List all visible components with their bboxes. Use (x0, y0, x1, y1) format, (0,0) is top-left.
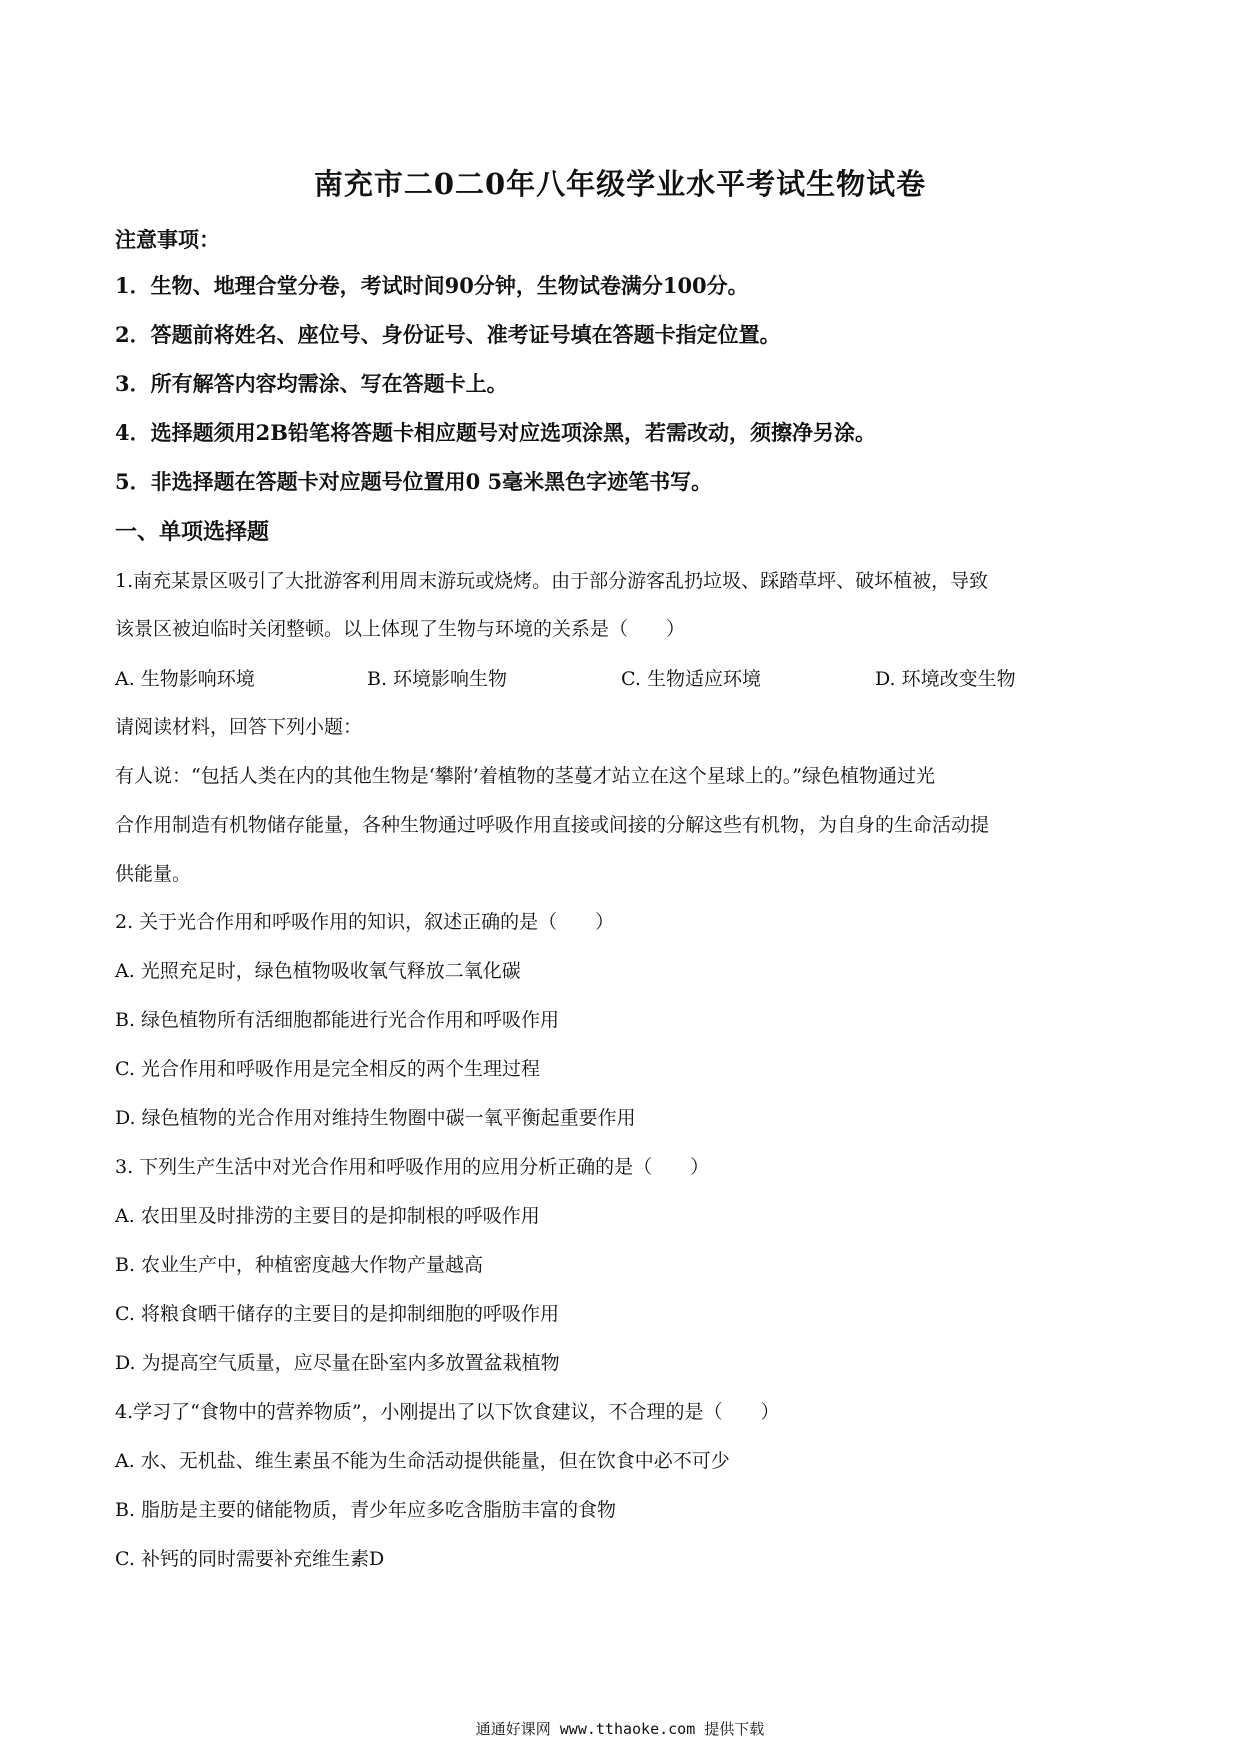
notice-item-1: 1．生物、地理合堂分卷，考试时间90分钟，生物试卷满分100分。 (115, 273, 749, 298)
q4-option-b: B. 脂肪是主要的储能物质，青少年应多吃含脂肪丰富的食物 (115, 1499, 617, 1521)
page-title: 南充市二0二0年八年级学业水平考试生物试卷 (313, 167, 927, 201)
q2-option-a: A. 光照充足时，绿色植物吸收氧气释放二氧化碳 (115, 960, 521, 982)
q1-option-d: D. 环境改变生物 (875, 668, 1016, 690)
section-title: 一、单项选择题 (115, 519, 270, 545)
notice-item-3: 3．所有解答内容均需涂、写在答题卡上。 (115, 371, 508, 396)
q3-option-c: C. 将粮食晒干储存的主要目的是抑制细胞的呼吸作用 (115, 1303, 559, 1325)
notice-item-4: 4．选择题须用2B铅笔将答题卡相应题号对应选项涂黑，若需改动，须擦净另涂。 (115, 420, 876, 445)
q3-stem: 3. 下列生产生活中对光合作用和呼吸作用的应用分析正确的是（ ） (115, 1156, 710, 1178)
notice-item-5: 5．非选择题在答题卡对应题号位置用0 5毫米黑色字迹笔书写。 (115, 469, 713, 494)
q1-stem-line-2: 该景区被迫临时关闭整顿。以上体现了生物与环境的关系是（ ） (115, 618, 686, 640)
material-line-2: 合作用制造有机物储存能量，各种生物通过呼吸作用直接或间接的分解这些有机物，为自身的生命活动提 (115, 814, 990, 836)
q4-stem: 4.学习了“食物中的营养物质”，小刚提出了以下饮食建议，不合理的是（ ） (115, 1401, 780, 1423)
q3-option-d: D. 为提高空气质量，应尽量在卧室内多放置盆栽植物 (115, 1352, 560, 1374)
footer-source: 通通好课网 www.tthaoke.com 提供下载 (475, 1720, 765, 1738)
q1-options (115, 664, 1115, 694)
q1-option-b: B. 环境影响生物 (367, 668, 508, 690)
q2-option-b: B. 绿色植物所有活细胞都能进行光合作用和呼吸作用 (115, 1009, 560, 1031)
q1-option-a: A. 生物影响环境 (115, 668, 255, 690)
q1-option-c: C. 生物适应环境 (621, 668, 761, 690)
q1-stem-line-1: 1.南充某景区吸引了大批游客利用周末游玩或烧烤。由于部分游客乱扔垃圾、踩踏草坪、破坏植被，导致 (115, 570, 989, 592)
notice-item-2: 2．答题前将姓名、座位号、身份证号、准考证号填在答题卡指定位置。 (115, 322, 781, 347)
q2-option-d: D. 绿色植物的光合作用对维持生物圈中碳一氧平衡起重要作用 (115, 1107, 636, 1129)
q4-option-a: A. 水、无机盐、维生素虽不能为生命活动提供能量，但在饮食中必不可少 (115, 1450, 730, 1472)
q2-stem: 2. 关于光合作用和呼吸作用的知识，叙述正确的是（ ） (115, 911, 615, 933)
q3-option-a: A. 农田里及时排涝的主要目的是抑制根的呼吸作用 (115, 1205, 540, 1227)
material-line-1: 有人说：“包括人类在内的其他生物是‘攀附’着植物的茎蔓才站立在这个星球上的。”绿色植物通过光 (115, 765, 936, 787)
q2-option-c: C. 光合作用和呼吸作用是完全相反的两个生理过程 (115, 1058, 540, 1080)
q4-option-c: C. 补钙的同时需要补充维生素D (115, 1548, 385, 1570)
material-intro: 请阅读材料，回答下列小题： (115, 716, 363, 738)
q3-option-b: B. 农业生产中，种植密度越大作物产量越高 (115, 1254, 484, 1276)
notice-heading: 注意事项： (115, 227, 220, 252)
material-line-3: 供能量。 (115, 863, 192, 885)
